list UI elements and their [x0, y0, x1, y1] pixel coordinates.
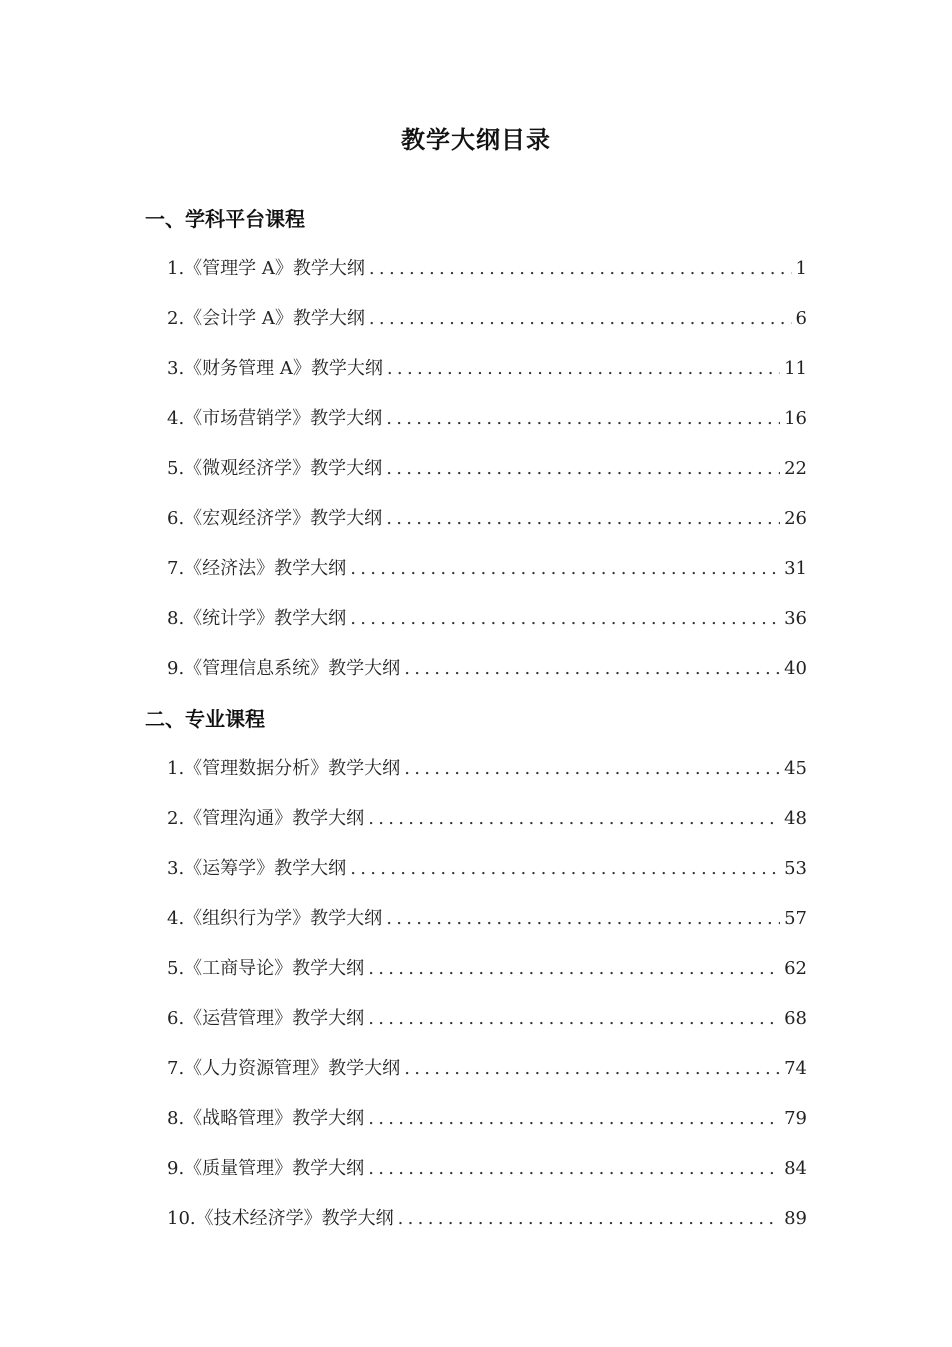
toc-entry[interactable] [167, 1144, 807, 1194]
toc-entry[interactable] [167, 294, 807, 344]
toc-entry[interactable] [167, 444, 807, 494]
dot-leader [350, 594, 780, 644]
dot-leader [350, 844, 780, 894]
toc-page-number: 1 [795, 258, 807, 279]
toc-page-number: 68 [784, 1008, 807, 1029]
dot-leader [404, 644, 780, 694]
dot-leader [368, 1094, 780, 1144]
toc-entry-title: 7.《经济法》教学大纲 [167, 558, 347, 579]
toc-entry-title: 1.《管理数据分析》教学大纲 [167, 758, 401, 779]
toc-entry-title: 3.《运筹学》教学大纲 [167, 858, 347, 879]
toc-entry-title: 3.《财务管理 A》教学大纲 [167, 358, 383, 379]
toc-entry[interactable] [167, 494, 807, 544]
dot-leader [404, 744, 780, 794]
toc-page-number: 36 [784, 608, 807, 629]
dot-leader [387, 344, 780, 394]
dot-leader [369, 294, 792, 344]
dot-leader [386, 394, 780, 444]
toc-page-number: 26 [784, 508, 807, 529]
toc-page-number: 40 [784, 658, 807, 679]
toc-page-number: 57 [784, 908, 807, 929]
dot-leader [368, 1144, 780, 1194]
page-title: 教学大纲目录 [401, 126, 551, 154]
dot-leader [368, 994, 780, 1044]
dot-leader [404, 1044, 780, 1094]
toc-page-number: 62 [784, 958, 807, 979]
toc-page-number: 74 [784, 1058, 807, 1079]
toc-entry[interactable] [167, 594, 807, 644]
toc-page-number: 31 [784, 558, 807, 579]
dot-leader [350, 544, 780, 594]
toc-entry-title: 8.《统计学》教学大纲 [167, 608, 347, 629]
table-of-contents [0, 194, 952, 1244]
toc-page-number: 48 [784, 808, 807, 829]
toc-entry-title: 1.《管理学 A》教学大纲 [167, 258, 365, 279]
toc-entry[interactable] [167, 244, 807, 294]
section-heading-professional-courses: 二、专业课程 [145, 707, 265, 731]
toc-page-number: 84 [784, 1158, 807, 1179]
toc-entry[interactable] [167, 1094, 807, 1144]
toc-entry[interactable] [167, 794, 807, 844]
dot-leader [386, 494, 780, 544]
dot-leader [369, 244, 792, 294]
toc-entry[interactable] [167, 1044, 807, 1094]
toc-entry[interactable] [167, 544, 807, 594]
toc-entry[interactable] [167, 994, 807, 1044]
toc-entry-title: 4.《组织行为学》教学大纲 [167, 908, 383, 929]
toc-entry-title: 7.《人力资源管理》教学大纲 [167, 1058, 401, 1079]
toc-page-number: 22 [784, 458, 807, 479]
dot-leader [368, 944, 780, 994]
toc-entry-title: 2.《会计学 A》教学大纲 [167, 308, 365, 329]
toc-entry[interactable] [167, 394, 807, 444]
toc-entry[interactable] [167, 744, 807, 794]
toc-entry-title: 9.《管理信息系统》教学大纲 [167, 658, 401, 679]
dot-leader [386, 894, 780, 944]
toc-entry-title: 8.《战略管理》教学大纲 [167, 1108, 365, 1129]
toc-page-number: 53 [784, 858, 807, 879]
toc-page-number: 89 [784, 1208, 807, 1229]
toc-entry-title: 6.《运营管理》教学大纲 [167, 1008, 365, 1029]
toc-entry-title: 4.《市场营销学》教学大纲 [167, 408, 383, 429]
toc-page-number: 79 [784, 1108, 807, 1129]
toc-entry[interactable] [167, 644, 807, 694]
toc-entry[interactable] [167, 1194, 807, 1244]
toc-entry[interactable] [167, 344, 807, 394]
toc-entry-title: 5.《微观经济学》教学大纲 [167, 458, 383, 479]
toc-page-number: 45 [784, 758, 807, 779]
toc-entry-title: 9.《质量管理》教学大纲 [167, 1158, 365, 1179]
toc-page-number: 6 [795, 308, 807, 329]
section-heading-platform-courses: 一、学科平台课程 [145, 207, 305, 231]
toc-entry-title: 10.《技术经济学》教学大纲 [167, 1208, 394, 1229]
dot-leader [368, 794, 780, 844]
toc-entry-title: 2.《管理沟通》教学大纲 [167, 808, 365, 829]
toc-entry[interactable] [167, 844, 807, 894]
toc-page-number: 11 [784, 358, 807, 379]
toc-entry-title: 6.《宏观经济学》教学大纲 [167, 508, 383, 529]
dot-leader [398, 1194, 780, 1244]
toc-page-number: 16 [784, 408, 807, 429]
dot-leader [386, 444, 780, 494]
toc-entry[interactable] [167, 944, 807, 994]
toc-entry[interactable] [167, 894, 807, 944]
toc-entry-title: 5.《工商导论》教学大纲 [167, 958, 365, 979]
